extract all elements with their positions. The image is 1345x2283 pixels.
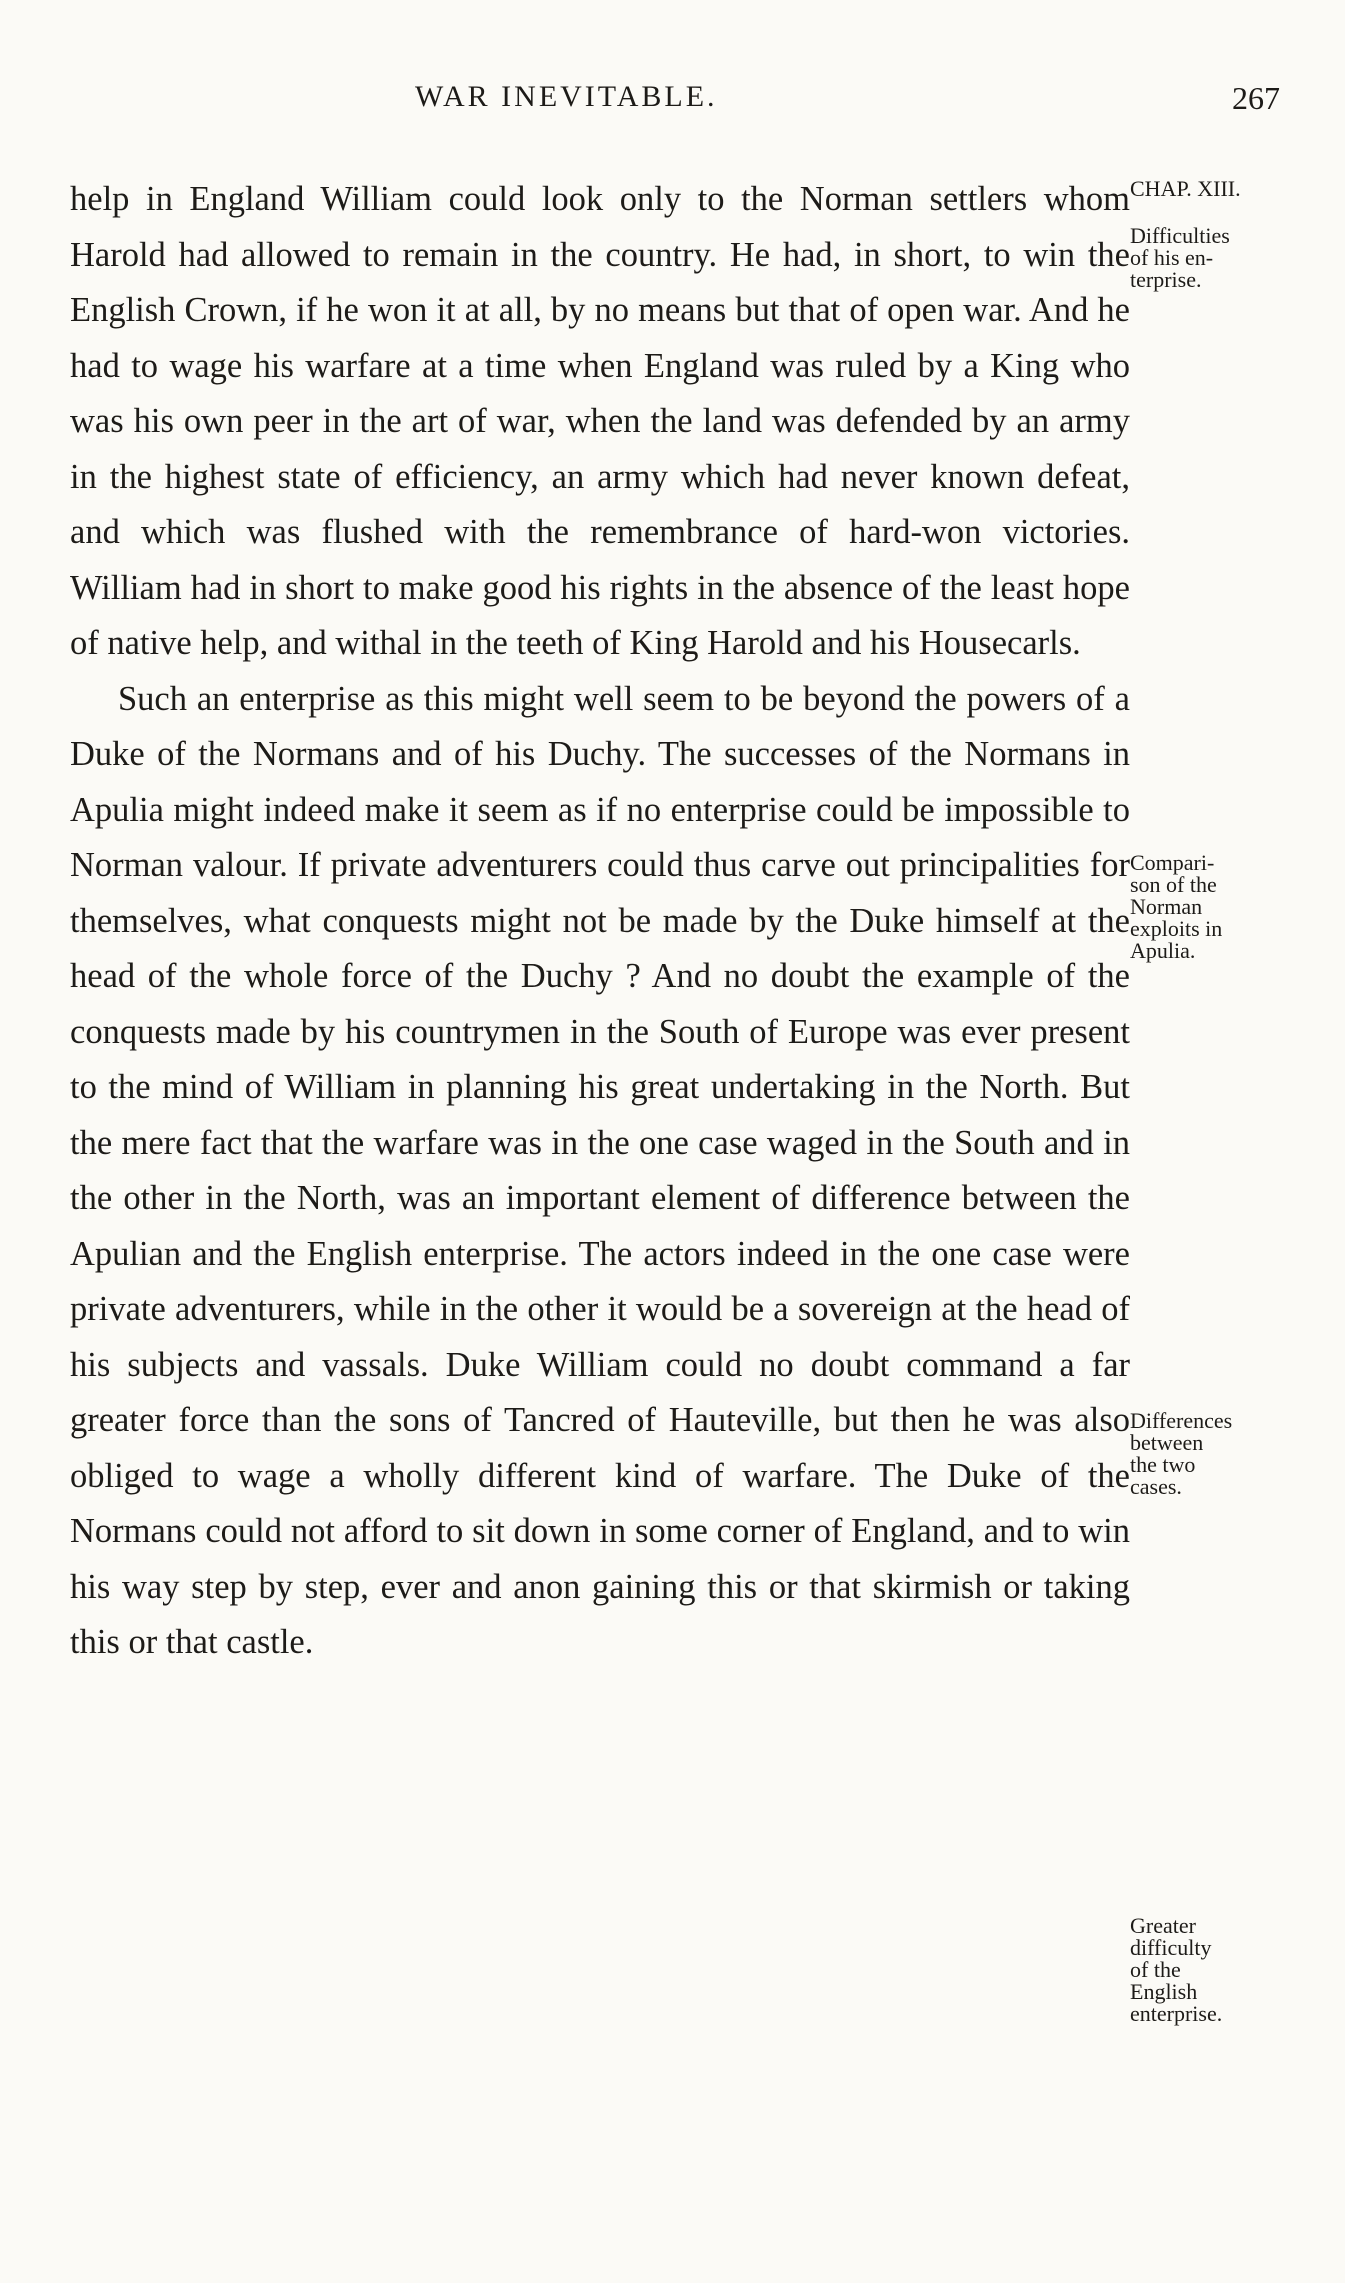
running-head: WAR INEVITABLE. xyxy=(415,80,718,113)
page-header xyxy=(70,80,1280,130)
chapter-marker: CHAP. XIII. xyxy=(1130,176,1241,201)
marginal-note-difficulties: Difficulties of his en- terprise. xyxy=(1130,223,1230,292)
body-text xyxy=(70,172,1130,1671)
marginal-note-comparison: Compari- son of the Norman exploits in Apulia. xyxy=(1130,850,1223,963)
marginal-note-differences: Differences between the two cases. xyxy=(1130,1408,1233,1499)
paragraph-1: help in England William could look only to the Norman settlers whom Harold had allowed to remain in the country. He had, in short, to win the English Crown, if he won it at all, by no means but that of open war. And he had to wage his warfare at a time when England was ruled by a King who was his own peer in the art of war, when the land was defended by an army in the highest state of efficiency, an army which had never known defeat, and which was flushed with the remembrance of hard-won victories. William had in short to make good his rights in the absence of the least hope of native help, and withal in the teeth of King Harold and his Housecarls. xyxy=(70,180,1130,662)
page-number: 267 xyxy=(1232,80,1280,116)
marginal-note-greater-difficulty: Greater difficulty of the English enterprise. xyxy=(1130,1913,1223,2026)
paragraph-2: Such an enterprise as this might well seem to be beyond the powers of a Duke of the Normans and of his Duchy. The successes of the Normans in Apulia might indeed make it seem as if no enterprise could be impossible to Norman valour. If private adventurers could thus carve out principalities for themselves, what conquests might not be made by the Duke himself at the head of the whole force of the Duchy ? And no doubt the example of the conquests made by his countrymen in the South of Europe was ever present to the mind of William in planning his great undertaking in the North. But the mere fact that the warfare was in the one case waged in the South and in the other in the North, was an important element of difference between the Apulian and the English enterprise. The actors indeed in the one case were private adventurers, while in the other it would be a sovereign at the head of his subjects and vassals. Duke William could no doubt command a far greater force than the sons of Tancred of Hauteville, but then he was also obliged to wage a wholly different kind of warfare. The Duke of the Normans could not afford to sit down in some corner of England, and to win his way step by step, ever and anon gaining this or that skirmish or taking this or that castle. xyxy=(70,679,1130,1661)
